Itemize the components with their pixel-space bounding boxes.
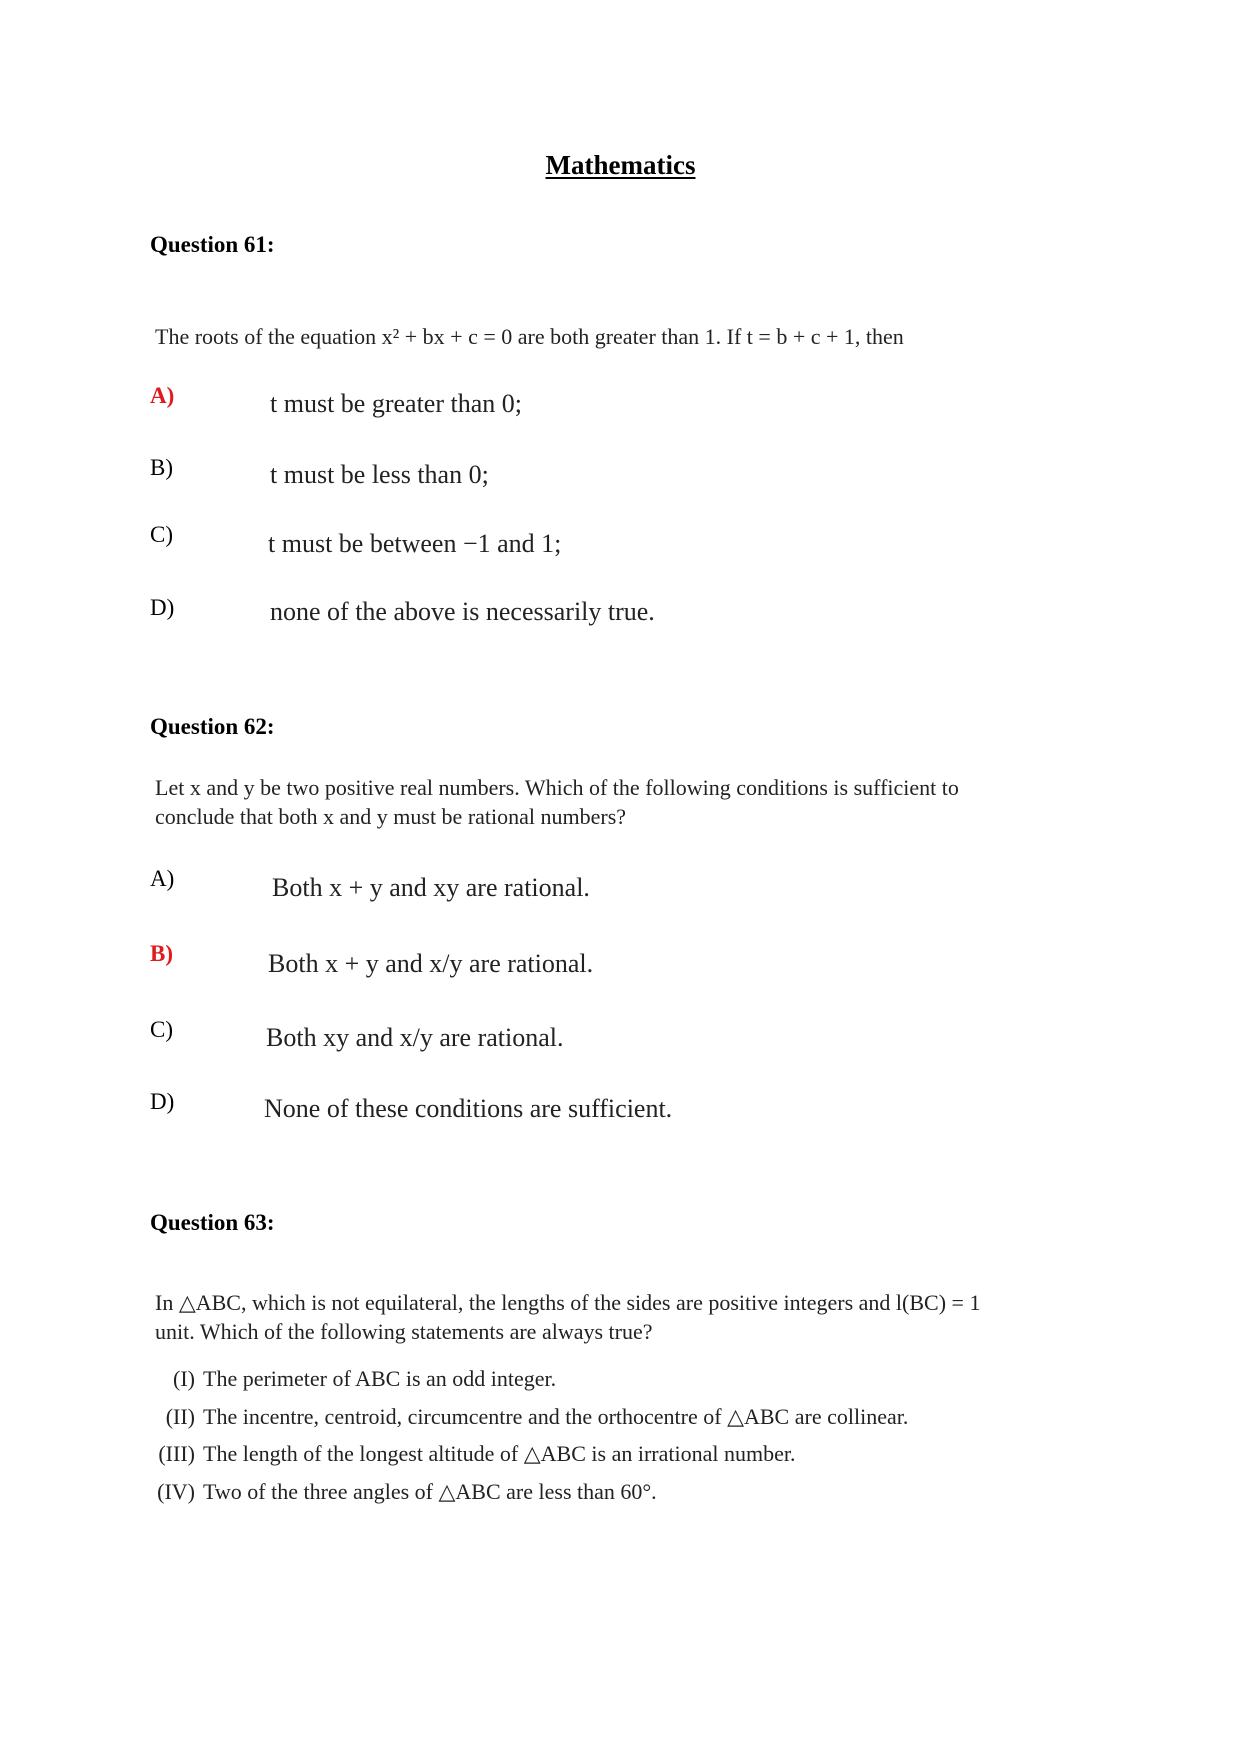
q63-statement-3 — [145, 1441, 1145, 1469]
statement-number: (III) — [158, 1441, 195, 1466]
q62-option-b-text[interactable]: Both x + y and x/y are rational. — [268, 949, 594, 978]
stem-line: Let x and y be two positive real numbers. Which of the following conditions is sufficient to — [155, 775, 959, 800]
statement-number: (IV) — [157, 1479, 195, 1504]
q61-option-b-text[interactable]: t must be less than 0; — [270, 460, 489, 489]
q61-option-c-text[interactable]: t must be between −1 and 1; — [268, 529, 562, 558]
q62-option-a-letter[interactable]: A) — [150, 866, 175, 891]
statement-text: Two of the three angles of △ABC are less than 60°. — [203, 1479, 657, 1504]
question-62-stem — [155, 773, 959, 831]
q62-option-c-letter[interactable]: C) — [150, 1017, 173, 1042]
question-62-heading: Question 62: — [150, 714, 275, 739]
q61-option-a-letter[interactable]: A) — [150, 383, 175, 408]
stem-line: In △ABC, which is not equilateral, the lengths of the sides are positive integers and l(BC) = 1 — [155, 1290, 981, 1315]
q61-option-a-text[interactable]: t must be greater than 0; — [270, 389, 522, 418]
q61-option-d-text[interactable]: none of the above is necessarily true. — [270, 597, 655, 626]
q63-statement-1 — [145, 1366, 1145, 1394]
question-61-heading: Question 61: — [150, 232, 275, 257]
q62-option-d-text[interactable]: None of these conditions are sufficient. — [264, 1094, 673, 1123]
statement-number: (II) — [165, 1404, 195, 1429]
q62-option-d-letter[interactable]: D) — [150, 1089, 175, 1114]
q62-option-a-text[interactable]: Both x + y and xy are rational. — [272, 873, 590, 902]
statement-text: The length of the longest altitude of △ABC is an irrational number. — [203, 1441, 796, 1466]
q61-option-b-letter[interactable]: B) — [150, 455, 173, 480]
page-title: Mathematics — [545, 150, 696, 180]
q63-statement-2 — [145, 1404, 1145, 1432]
stem-line: conclude that both x and y must be rational numbers? — [155, 804, 627, 829]
q61-option-d-letter[interactable]: D) — [150, 595, 175, 620]
question-63-heading: Question 63: — [150, 1210, 275, 1235]
question-61-stem — [155, 322, 904, 351]
q62-option-b-letter[interactable]: B) — [150, 941, 173, 966]
statement-number: (I) — [173, 1366, 195, 1391]
stem-line: unit. Which of the following statements are always true? — [155, 1319, 653, 1344]
q62-option-c-text[interactable]: Both xy and x/y are rational. — [266, 1023, 564, 1052]
q63-statement-4 — [145, 1479, 1145, 1507]
statement-text: The perimeter of ABC is an odd integer. — [203, 1366, 557, 1391]
statement-text: The incentre, centroid, circumcentre and the orthocentre of △ABC are collinear. — [203, 1404, 909, 1429]
stem-line: The roots of the equation x² + bx + c = 0 are both greater than 1. If t = b + c + 1, then — [155, 324, 904, 349]
q61-option-c-letter[interactable]: C) — [150, 522, 173, 547]
question-63-stem — [155, 1288, 980, 1346]
